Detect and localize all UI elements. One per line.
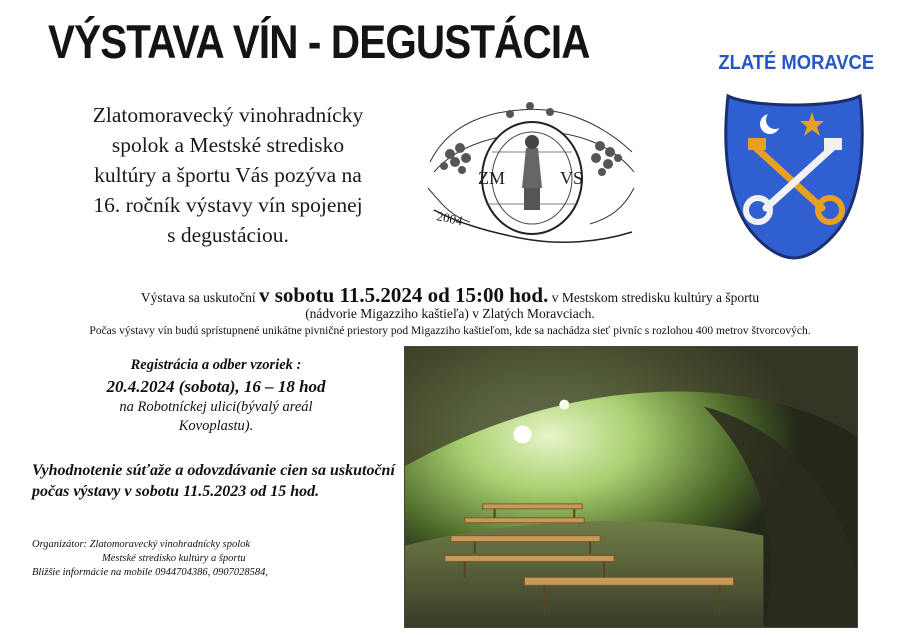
event-date-line [0, 283, 900, 308]
registration-heading: Registrácia a odber vzoriek : [130, 357, 302, 373]
evaluation-text: Vyhodnotenie súťaže a odovzdávanie cien sa uskutoční počas výstavy v sobotu 11.5.2023 od 15 hod. [32, 462, 395, 500]
organizer-line: Mestské stredisko kultúry a športu [102, 553, 246, 564]
logo-year: 2004 [435, 208, 464, 229]
intro-line: spolok a Mestské stredisko [111, 133, 345, 157]
intro-line: kultúry a športu Vás pozýva na [94, 163, 362, 187]
logo-letters-left: ZM [478, 168, 505, 188]
city-crest [722, 90, 866, 260]
logo-letters-right: VS [560, 168, 584, 188]
intro-paragraph [44, 100, 412, 250]
wine-society-logo [420, 92, 642, 260]
intro-line: Zlatomoravecký vinohradnícky [92, 103, 364, 127]
contact-line: Bližšie informácie na mobile 0944704386, 0907028584, [32, 567, 268, 578]
page-title: VÝSTAVA VÍN - DEGUSTÁCIA [48, 15, 590, 68]
registration-block [22, 356, 410, 436]
organizer-block [32, 538, 372, 580]
event-place: v Mestskom stredisku kultúry a športu [551, 290, 760, 305]
organizer-line: Organizátor: Zlatomoravecký vinohradnícky spolok [32, 539, 251, 550]
registration-when: 20.4.2024 (sobota), 16 – 18 hod [106, 377, 326, 396]
event-prefix: Výstava sa uskutoční [140, 290, 256, 305]
intro-line: s degustáciou. [167, 223, 289, 247]
city-name: ZLATÉ MORAVCE [718, 52, 875, 74]
registration-where: na Robotníckej ulici(bývalý areál [119, 399, 313, 415]
cellar-note: Počas výstavy vín budú sprístupnené unikátne pivničné priestory pod Migazziho kaštieľom, kde sa nachádza sieť pivníc s rozlohou 400 metrov štvorcových. [89, 325, 811, 337]
event-place-detail: (nádvorie Migazziho kaštieľa) v Zlatých Moravciach. [305, 306, 595, 321]
event-datetime: v sobotu 11.5.2024 od 15:00 hod. [258, 283, 549, 307]
intro-line: 16. ročník výstavy vín spojenej [93, 193, 363, 217]
wine-cellar-photo [404, 346, 858, 628]
registration-where: Kovoplastu). [178, 418, 254, 434]
